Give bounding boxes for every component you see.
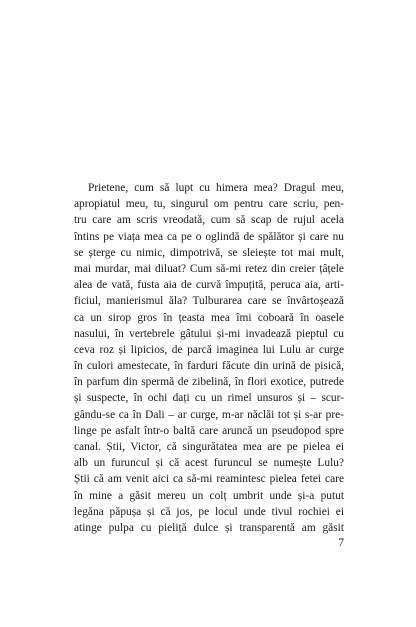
text-line: legăna păpușa și că jos, pe locul unde tivul rochiei ei [74,505,344,518]
text-line: canal. Știi, Victor, că singurătatea mea are pe pielea ei [74,441,344,453]
text-line: linge pe asfalt într-o baltă care aruncă un pseudopod spre [74,424,344,437]
text-line: în mine a găsit mereu un colț umbrit unde și-a putut [74,489,344,502]
text-line: tru care am scris vreodată, cum să scap de rujul acela [74,214,344,227]
text-line: se șterge cu nimic, dimpotrivă, se sleiește tot mai mult, [74,246,344,259]
text-line: Știi că am venit aici ca să-mi reamintesc pielea fetei care [74,473,344,486]
text-line: gându-se ca în Dali – ar curge, m-ar năclăi tot și s-ar pre- [74,408,344,421]
text-line: alea de vată, fusta aia de curvă împuțită, peruca aia, arti- [74,279,344,292]
text-line: nasului, în vertebrele gâtului și-mi invadează pieptul cu [74,327,344,340]
text-line: întins pe viața mea ca pe o oglindă de spălător și care nu [74,230,344,243]
text-line: Prietene, cum să lupt cu himera mea? Dragul meu, [88,182,344,194]
text-line: ficiul, manierismul ăla? Tulburarea care se învârtoșează [74,295,344,308]
text-line: atinge pulpa cu pieliță dulce și transparentă am găsit [74,521,344,534]
text-line: apropiatul meu, tu, singurul om pentru care scriu, pen- [74,198,344,211]
text-line: ceva roz și lipicios, de parcă imaginea lui Lulu ar curge [74,343,344,356]
page-number: 7 [338,537,344,549]
text-line: alb un furuncul și că acest furuncul se numește Lulu? [74,457,344,470]
text-line: mai murdar, mai diluat? Cum să-mi retez din creier țâțele [74,262,344,275]
body-text [74,180,344,536]
text-line: în parfum din spermă de zibelină, în flori exotice, putrede [74,376,344,389]
text-line: ca un sirop gros în țeasta mea îmi coboară în oasele [74,311,344,324]
text-line: și suspecte, în ochi dați cu un rimel unsuros și – scur- [74,392,344,405]
text-line: în culori amestecate, în farduri făcute din urină de pisică, [74,360,344,373]
